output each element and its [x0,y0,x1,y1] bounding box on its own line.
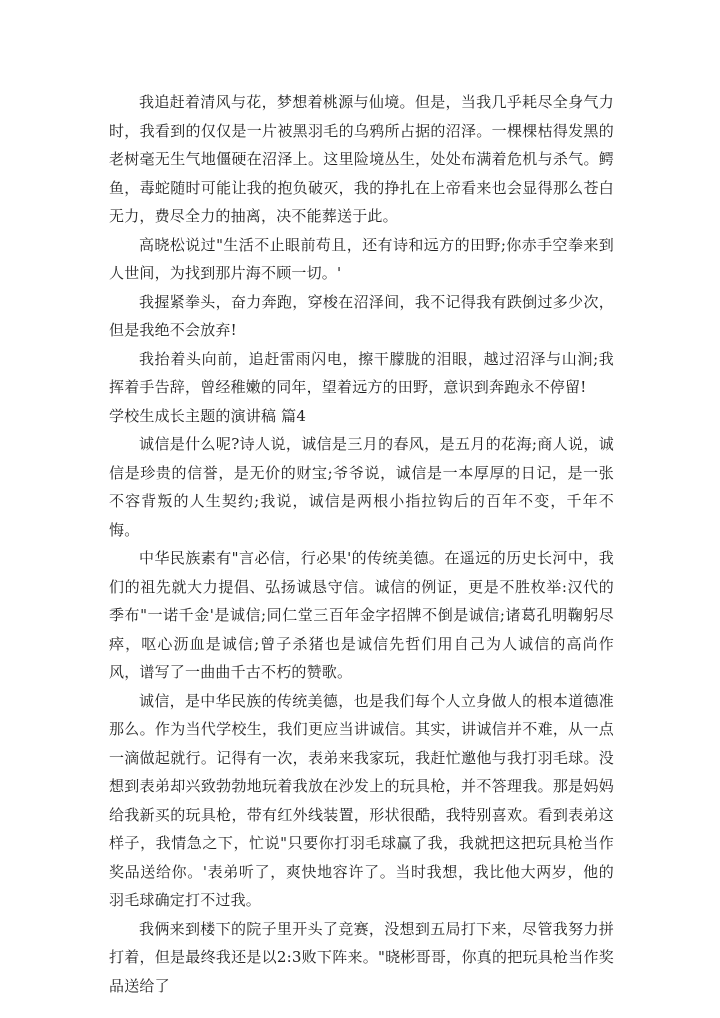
paragraph-badminton-story: 诚信，是中华民族的传统美德，也是我们每个人立身做人的根本道德准那么。作为当代学校生，我们更应当讲诚信。其实，讲诚信并不难，从一点一滴做起就行。记得有一次，表弟来我家玩，我赶忙邀他与我打羽毛球。没想到表弟却兴致勃勃地玩着我放在沙发上的玩具枪，并不答理我。那是妈妈给我新买的玩具枪，带有红外线装置，形状很酷，我特别喜欢。看到表弟这样子，我情急之下，忙说"只要你打羽毛球赢了我，我就把这把玩具枪当作奖品送给你。'表弟听了，爽快地容许了。当时我想，我比他大两岁，他的羽毛球确定打不过我。 [109,691,614,909]
paragraph-never-give-up: 我握紧拳头，奋力奔跑，穿梭在沼泽间，我不记得我有跌倒过多少次，但是我绝不会放弃! [109,292,614,339]
paragraph-keep-running: 我抬着头向前，追赶雷雨闪电，擦干朦胧的泪眼，越过沼泽与山涧;我挥着手告辞，曾经稚嫩的同年，望着远方的田野，意识到奔跑永不停留! [109,349,614,396]
paragraph-swamp-chase: 我追赶着清风与花，梦想着桃源与仙境。但是，当我几乎耗尽全身气力时，我看到的仅仅是一片被黑羽毛的乌鸦所占据的沼泽。一棵棵枯得发黑的老树毫无生气地僵硬在沼泽上。这里险境丛生，处处布满着危机与杀气。鳄鱼，毒蛇随时可能让我的抱负破灭，我的挣扎在上帝看来也会显得那么苍白无力，费尽全力的抽离，决不能葬送于此。 [109,93,614,225]
paragraph-gao-xiaosong-quote: 高晓松说过"生活不止眼前苟且，还有诗和远方的田野;你赤手空拳来到人世间，为找到那片海不顾一切。' [109,235,614,282]
paragraph-chinese-tradition: 中华民族素有"言必信，行必果'的传统美德。在遥远的历史长河中，我们的祖先就大力提倡、弘扬诚恳守信。诚信的例证，更是不胜枚举:汉代的季布"一诺千金'是诚信;同仁堂三百年金字招牌不倒是诚信;诸葛孔明鞠躬尽瘁，呕心沥血是诚信;曾子杀猪也是诚信先哲们用自己为人诚信的高尚作风，谱写了一曲曲千古不朽的赞歌。 [109,549,614,681]
paragraph-what-is-integrity: 诚信是什么呢?诗人说，诚信是三月的春风，是五月的花海;商人说，诚信是珍贵的信誉，是无价的财宝;爷爷说，诚信是一本厚厚的日记，是一张不容背叛的人生契约;我说，诚信是两根小指拉钩后的百年不变，千年不悔。 [109,435,614,539]
section-heading-speech-4: 学校生成长主题的演讲稿 篇4 [109,406,307,425]
document-page [109,88,614,1000]
paragraph-match-result: 我俩来到楼下的院子里开头了竞赛，没想到五局打下来，尽管我努力拼打着，但是最终我还是以2:3败下阵来。"晓彬哥哥，你真的把玩具枪当作奖品送给了 [109,919,614,995]
